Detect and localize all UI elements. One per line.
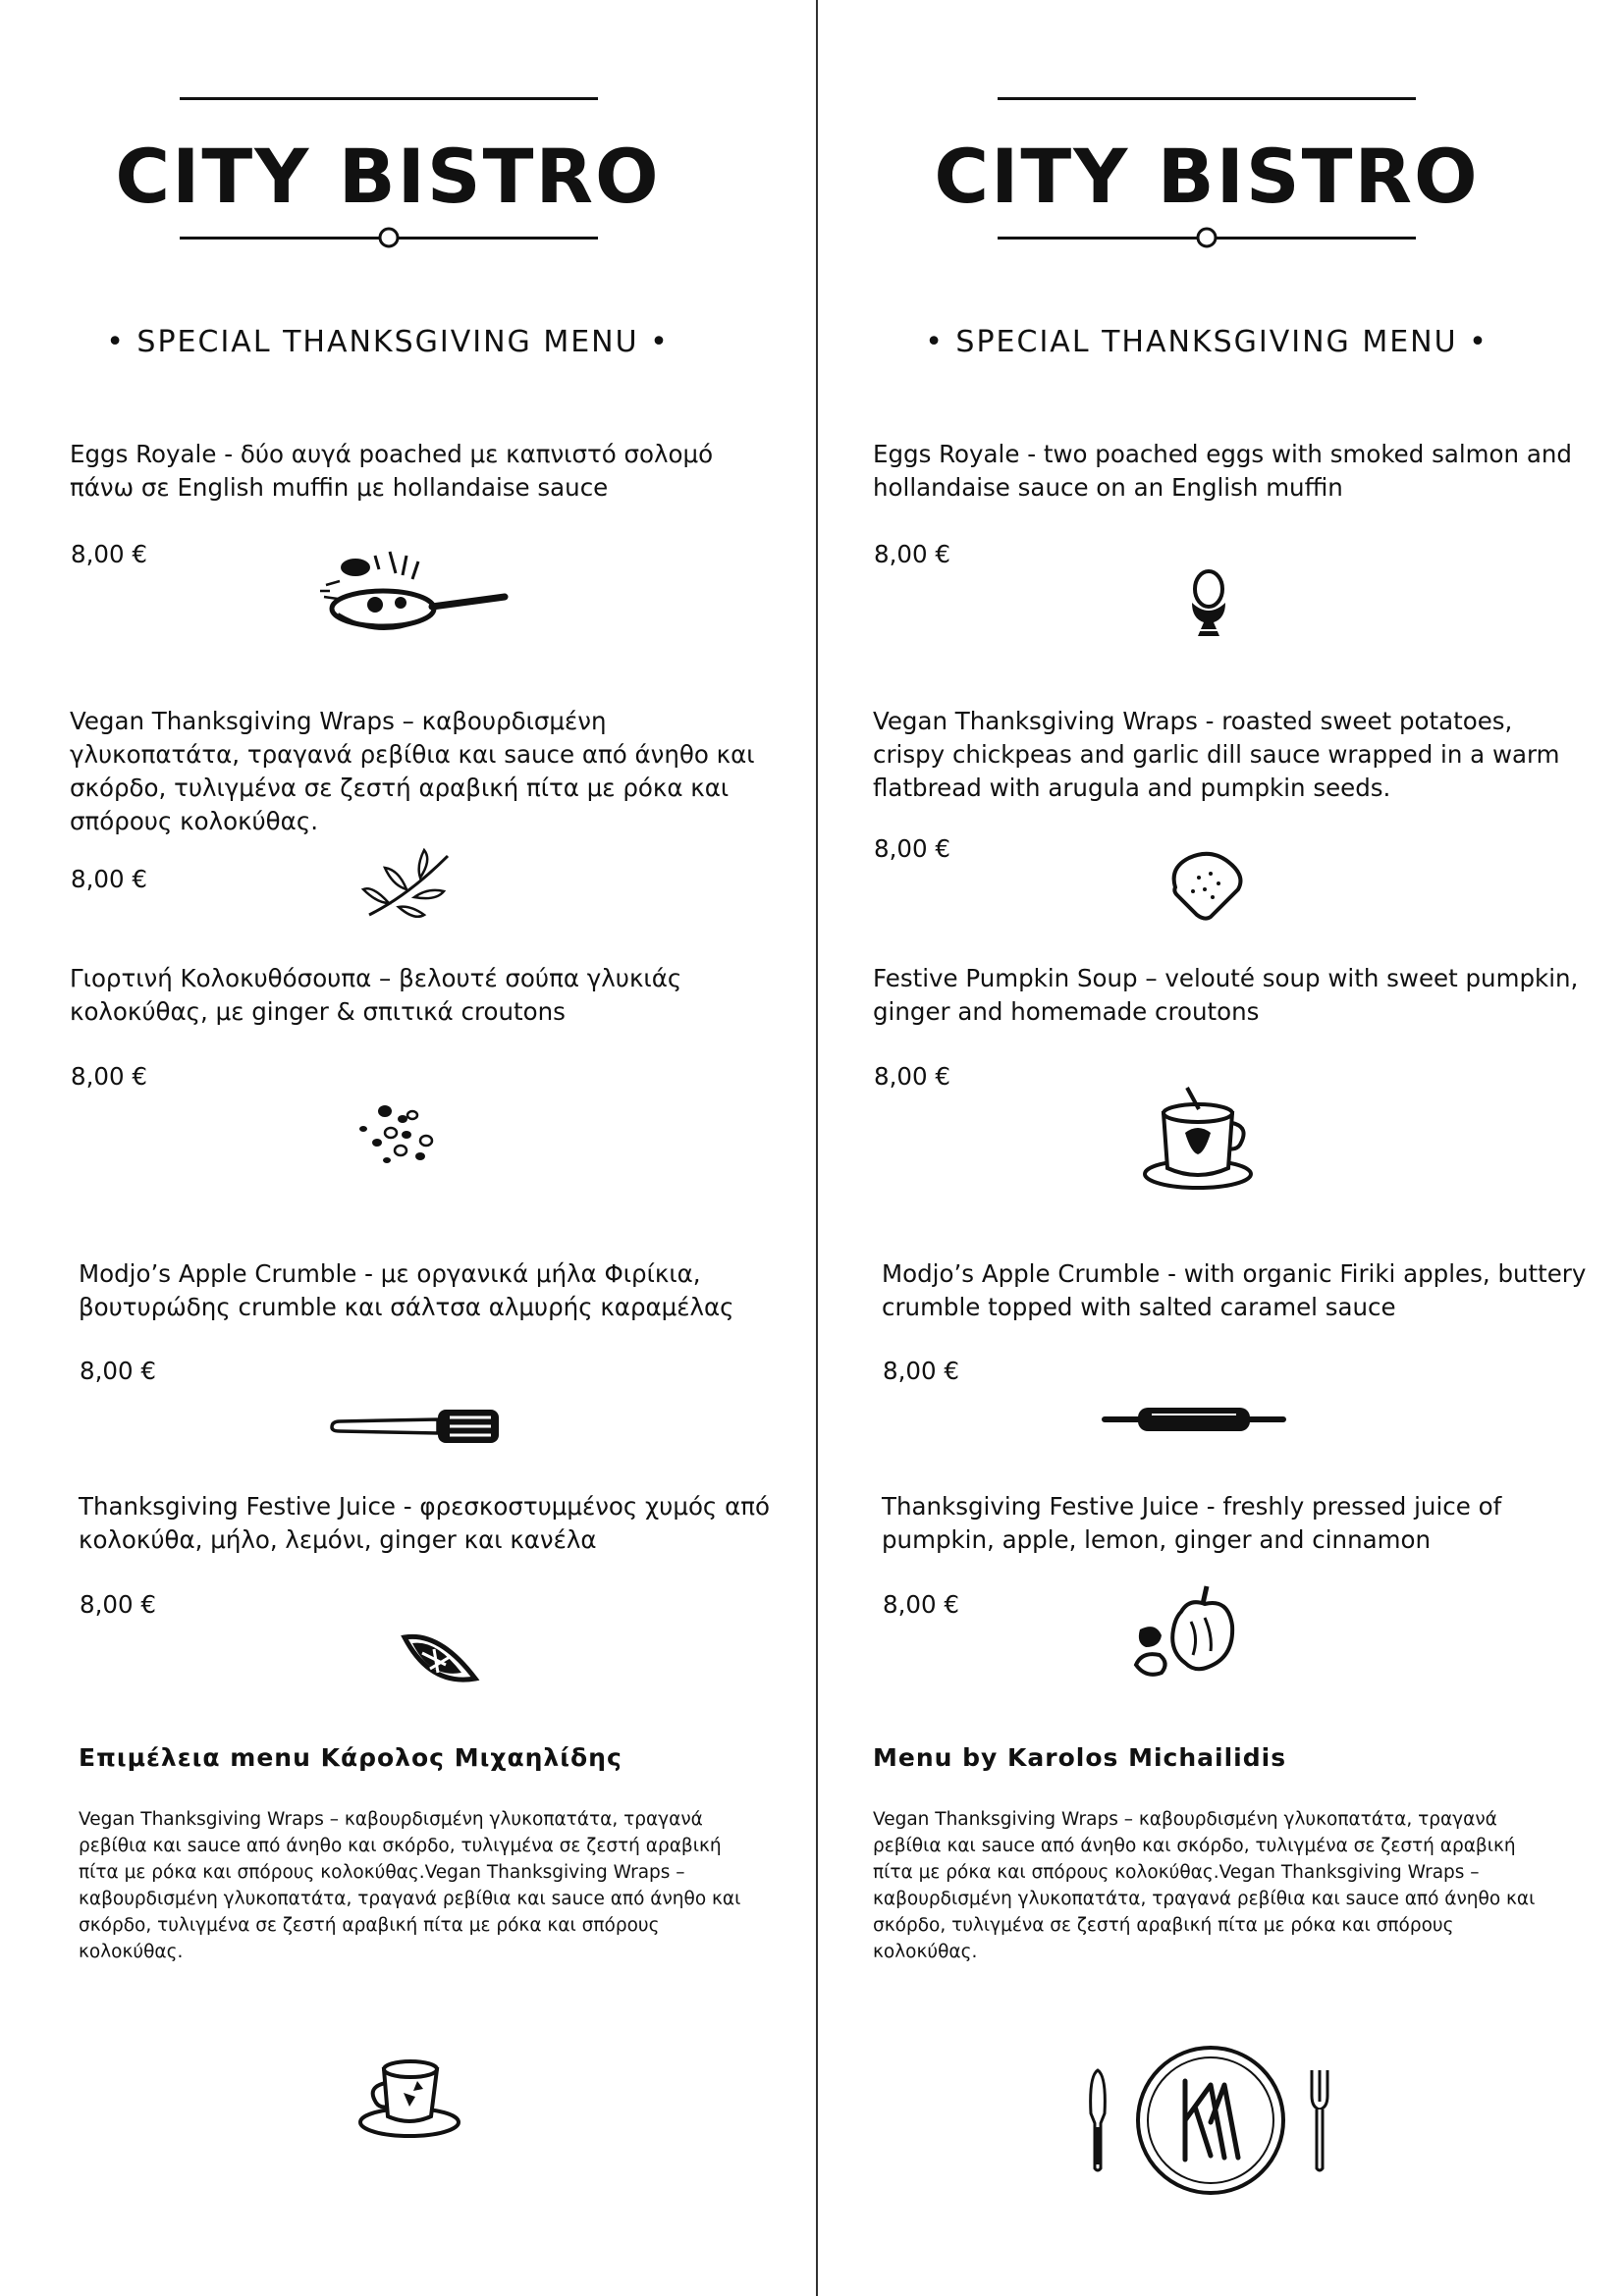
- header-top-rule: [180, 97, 598, 100]
- menu-subtitle: • SPECIAL THANKSGIVING MENU •: [925, 325, 1489, 359]
- menu-item-description: Vegan Thanksgiving Wraps – καβουρδισμένη γλυκοπατάτα, τραγανά ρεβίθια και sauce από άνηθο και σκόρδο, τυλιγμένα σε ζεστή αραβική πίτα με ρόκα και σπόρους κολοκύθας.: [70, 707, 755, 835]
- menu-item-price: 8,00 €: [874, 834, 950, 863]
- menu-item-price: 8,00 €: [71, 1062, 147, 1091]
- km-monogram-logo: [1132, 2042, 1289, 2199]
- menu-item-description: Modjo’s Apple Crumble - with organic Firiki apples, buttery crumble topped with salted caramel sauce: [882, 1259, 1587, 1321]
- header-ring-ornament: [1195, 226, 1218, 249]
- menu-item-description: Γιορτινή Κολοκυθόσουπα – βελουτέ σούπα γλυκιάς κολοκύθας, με ginger & σπιτικά croutons: [70, 964, 682, 1026]
- menu-item-description: Eggs Royale - two poached eggs with smoked salmon and hollandaise sauce on an English muffin: [873, 440, 1572, 502]
- spatula-icon: [328, 1406, 503, 1447]
- menu-item-price: 8,00 €: [883, 1590, 959, 1619]
- menu-item-description: Vegan Thanksgiving Wraps - roasted sweet potatoes, crispy chickpeas and garlic dill sauce wrapped in a warm flatbread with arugula and pumpkin seeds.: [873, 707, 1560, 802]
- menu-item-price: 8,00 €: [71, 540, 147, 568]
- menu-blurb: Vegan Thanksgiving Wraps – καβουρδισμένη γλυκοπατάτα, τραγανά ρεβίθια και sauce από άνηθο και σκόρδο, τυλιγμένα σε ζεστή αραβική πίτα με ρόκα και σπόρους κολοκύθας.Vegan Thanksgiving Wraps – καβουρδισμένη γλυκοπατάτα, τραγανά ρεβίθια και sauce από άνηθο και σκόρδο, τυλιγμένα σε ζεστή αραβική πίτα με ρόκα και σπόρους κολοκύθας.: [79, 1809, 741, 1962]
- seeds-icon: [355, 1103, 444, 1168]
- menu-item-price: 8,00 €: [71, 865, 147, 893]
- menu-item-description: Thanksgiving Festive Juice - φρεσκοστυμμένος χυμός από κολοκύθα, μήλο, λεμόνι, ginger και κανέλα: [79, 1492, 770, 1554]
- apples-icon: [1130, 1582, 1240, 1681]
- brand-title: CITY BISTRO: [115, 133, 661, 220]
- menu-column-english: [816, 0, 1587, 2296]
- menu-item-description: Modjo’s Apple Crumble - με οργανικά μήλα Φιρίκια, βουτυρώδης crumble και σάλτσα αλμυρής καραμέλας: [79, 1259, 734, 1321]
- menu-item-price: 8,00 €: [874, 1062, 950, 1091]
- menu-blurb: Vegan Thanksgiving Wraps – καβουρδισμένη γλυκοπατάτα, τραγανά ρεβίθια και sauce από άνηθο και σκόρδο, τυλιγμένα σε ζεστή αραβική πίτα με ρόκα και σπόρους κολοκύθας.Vegan Thanksgiving Wraps – καβουρδισμένη γλυκοπατάτα, τραγανά ρεβίθια και sauce από άνηθο και σκόρδο, τυλιγμένα σε ζεστή αραβική πίτα με ρόκα και σπόρους κολοκύθας.: [873, 1809, 1536, 1962]
- menu-column-greek: [0, 0, 770, 2296]
- menu-subtitle: • SPECIAL THANKSGIVING MENU •: [106, 325, 670, 359]
- coffee-cup-icon: [356, 2052, 464, 2140]
- menu-item-description: Eggs Royale - δύο αυγά poached με καπνιστό σολομό πάνω σε English muffin με hollandaise sauce: [70, 440, 714, 502]
- menu-author: Menu by Karolos Michailidis: [873, 1743, 1287, 1772]
- menu-item-price: 8,00 €: [80, 1590, 156, 1619]
- header-top-rule: [998, 97, 1416, 100]
- menu-author: Επιμέλεια menu Κάρολος Μιχαηλίδης: [79, 1743, 623, 1772]
- menu-item-price: 8,00 €: [80, 1357, 156, 1385]
- egg-cup-icon: [1186, 569, 1231, 642]
- frying-pan-icon: [316, 546, 509, 640]
- menu-item-description: Thanksgiving Festive Juice - freshly pressed juice of pumpkin, apple, lemon, ginger and cinnamon: [882, 1492, 1502, 1554]
- soup-cup-icon: [1142, 1080, 1254, 1192]
- rolling-pin-icon: [1101, 1406, 1287, 1433]
- lemon-slice-icon: [401, 1629, 479, 1684]
- herb-sprig-icon: [359, 846, 454, 925]
- bread-slice-icon: [1167, 848, 1246, 921]
- brand-title: CITY BISTRO: [934, 133, 1480, 220]
- fork-icon: [1307, 2066, 1332, 2174]
- knife-icon: [1085, 2066, 1110, 2174]
- menu-item-description: Festive Pumpkin Soup – velouté soup with sweet pumpkin, ginger and homemade croutons: [873, 964, 1579, 1026]
- menu-item-price: 8,00 €: [874, 540, 950, 568]
- header-ring-ornament: [377, 226, 401, 249]
- menu-item-price: 8,00 €: [883, 1357, 959, 1385]
